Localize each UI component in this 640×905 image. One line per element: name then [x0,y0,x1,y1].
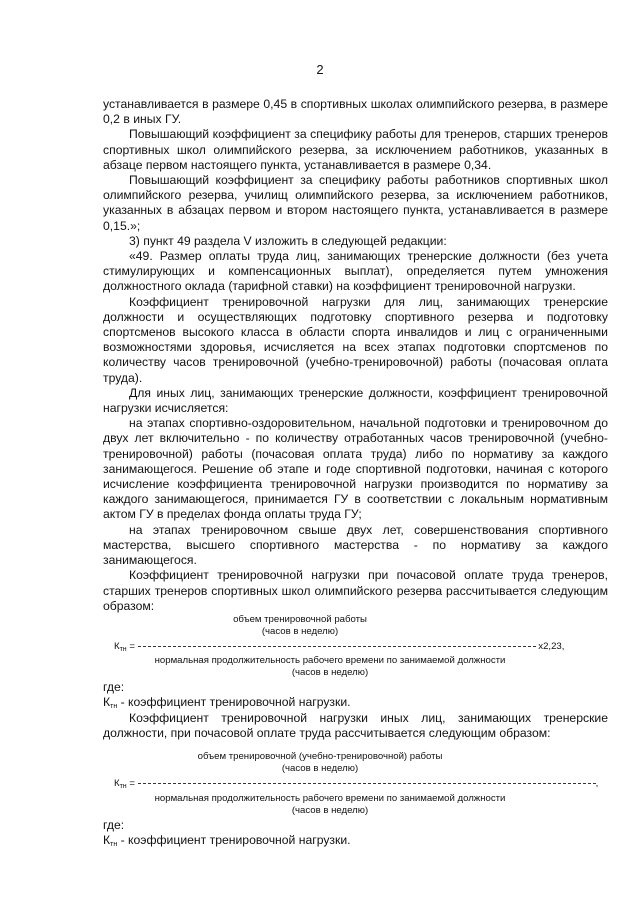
paragraph: «49. Размер оплаты труда лиц, занимающих тренерские должности (без учета стимулирующих и компенсационных выплат), определяется путем умножения должностного оклада (тарифной ставки) на коэффициент тренировочной нагрузки. [103,249,608,294]
where-label: где: [103,818,125,832]
formula-1-numerator: объем тренировочной работы (часов в неделю) [233,614,367,637]
paragraph: Повышающий коэффициент за специфику работы работников спортивных школ олимпийского резерва, училищ олимпийского резерва, за исключением работников, указанных в абзацах первом и втором настоящего пункта, устанавливается в размере 0,15.»; [103,173,608,233]
page-number: 2 [316,62,324,77]
paragraph: Коэффициент тренировочной нагрузки иных лиц, занимающих тренерские должности, при почасовой оплате труда рассчитывается следующим образом: [103,711,608,741]
fraction-bar [138,646,536,647]
formula-2-lhs: $К_{тн}$ = [114,778,135,790]
paragraph: Коэффициент тренировочной нагрузки для лиц, занимающих тренерские должности и осуществляющих подготовку спортивного резерва и подготовку спортсменов высокого класса в области спорта инвалидов и лиц с ограниченными возможностями здоровья, исчисляется на всех этапах подготовки спортсменов по количеству часов тренировочной (учебно-тренировочной) работы (почасовая оплата труда). [103,294,608,385]
definition-line: Ктн - коэффициент тренировочной нагрузки. [103,833,351,848]
paragraph: на этапах спортивно-оздоровительном, начальной подготовки и тренировочном до двух лет включительно - по количеству отработанных часов тренировочной (учебно-тренировочной) работы (почасовая оплата труда) либо по нормативу за каждого занимающегося. Решение об этапе и годе спортивной подготовки, начиная с которого исчисление коэффициента тренировочной нагрузки производится по нормативу за каждого занимающегося, принимается ГУ в соответствии с локальным нормативным актом ГУ в пределах фонда оплаты труда ГУ; [103,416,608,522]
main-text-block [103,97,608,614]
formula-1-fraction-line [114,641,614,654]
paragraph: Для иных лиц, занимающих тренерские должности, коэффициент тренировочной нагрузки исчисляется: [103,385,608,416]
formula-1-denominator: нормальная продолжительность рабочего времени по занимаемой должности (часов в неделю) [154,655,506,678]
formula-1-multiplier: x2,23, [538,641,565,652]
formula-2-fraction-line: $К_{тн}$ = , [114,778,599,790]
paragraph: 3) пункт 49 раздела V изложить в следующей редакции: [129,233,447,248]
paragraph: устанавливается в размере 0,45 в спортивных школах олимпийского резерва, в размере 0,2 в иных ГУ. [103,97,608,127]
paragraph: Коэффициент тренировочной нагрузки при почасовой оплате труда тренеров, старших тренеров спортивных школ олимпийского резерва рассчитывается следующим образом: [103,568,608,613]
paragraph-block-2 [103,711,608,741]
definition-line: Ктн - коэффициент тренировочной нагрузки. [103,695,351,710]
formula-1-lhs: $К_{тн}$ = [114,641,135,653]
paragraph: на этапах тренировочном свыше двух лет, совершенствования спортивного мастерства, высшего спортивного мастерства - по нормативу за каждого занимающегося. [103,522,608,568]
formula-2-numerator: объем тренировочной (учебно-тренировочной) работы (часов в неделю) [197,751,443,774]
formula-2-denominator: нормальная продолжительность рабочего времени по занимаемой должности (часов в неделю) [154,793,506,816]
where-label: где: [103,680,125,694]
fraction-bar [138,783,596,784]
paragraph: Повышающий коэффициент за специфику работы для тренеров, старших тренеров спортивных школ олимпийского резерва, за исключением работников, указанных в абзаце первом настоящего пункта, устанавливается в размере 0,34. [103,127,608,172]
